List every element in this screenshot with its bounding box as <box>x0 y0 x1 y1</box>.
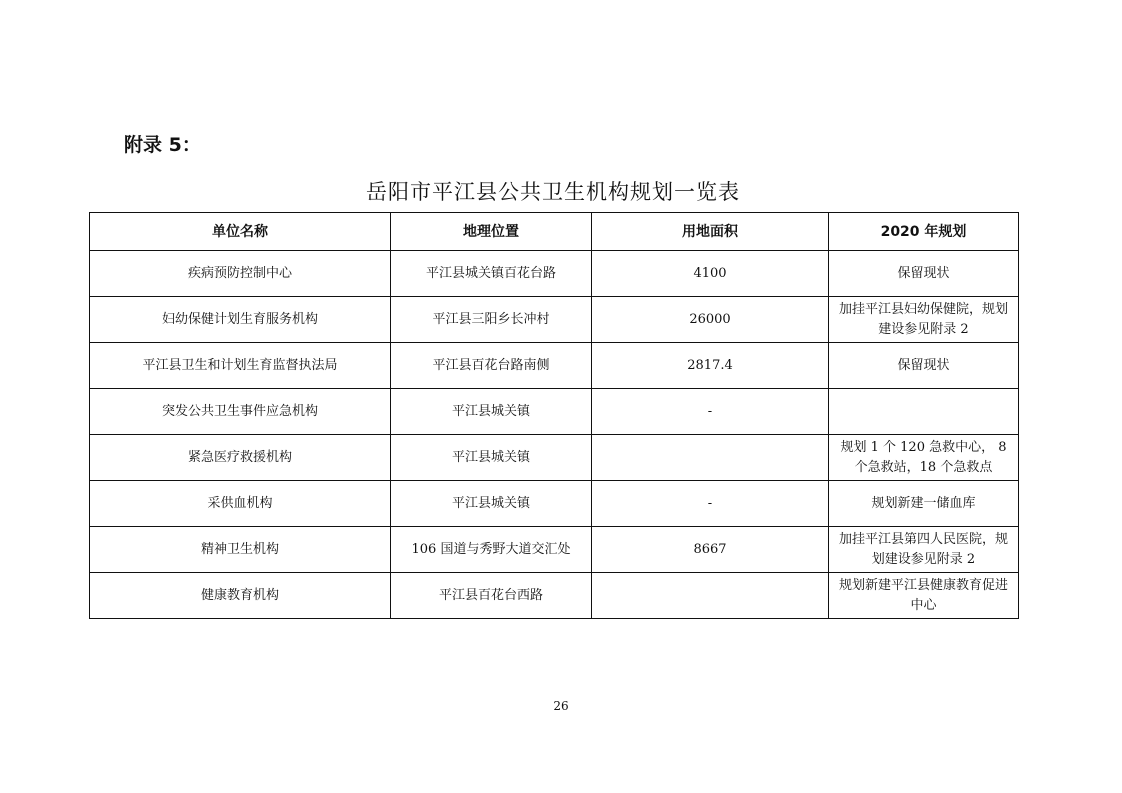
cell-land-area: 26000 <box>592 297 829 343</box>
table-row <box>90 297 1019 343</box>
table-title: 岳阳市平江县公共卫生机构规划一览表 <box>366 180 740 204</box>
cell-unit-name: 突发公共卫生事件应急机构 <box>90 389 391 435</box>
table-row <box>90 573 1019 619</box>
cell-location: 平江县城关镇 <box>391 389 592 435</box>
cell-land-area: - <box>592 389 829 435</box>
cell-plan-2020: 规划新建平江县健康教育促进中心 <box>829 573 1019 619</box>
cell-location: 平江县百花台西路 <box>391 573 592 619</box>
table-row <box>90 481 1019 527</box>
cell-land-area: 2817.4 <box>592 343 829 389</box>
cell-location: 平江县城关镇 <box>391 481 592 527</box>
health-institution-table <box>89 212 1019 619</box>
cell-unit-name: 妇幼保健计划生育服务机构 <box>90 297 391 343</box>
cell-plan-2020: 加挂平江县妇幼保健院，规划建设参见附录 2 <box>829 297 1019 343</box>
header-land-area: 用地面积 <box>592 213 829 251</box>
cell-plan-2020: 规划新建一储血库 <box>829 481 1019 527</box>
cell-land-area <box>592 573 829 619</box>
cell-plan-2020: 规划 1 个 120 急救中心， 8 个急救站，18 个急救点 <box>829 435 1019 481</box>
appendix-label: 附录 5： <box>124 134 201 156</box>
cell-plan-2020: 保留现状 <box>829 251 1019 297</box>
cell-location: 平江县三阳乡长冲村 <box>391 297 592 343</box>
page-number: 26 <box>553 699 569 713</box>
cell-unit-name: 健康教育机构 <box>90 573 391 619</box>
table-header-row <box>90 213 1019 251</box>
cell-plan-2020: 保留现状 <box>829 343 1019 389</box>
cell-location: 平江县城关镇 <box>391 435 592 481</box>
cell-plan-2020 <box>829 389 1019 435</box>
cell-land-area <box>592 435 829 481</box>
table-row <box>90 251 1019 297</box>
cell-location: 106 国道与秀野大道交汇处 <box>391 527 592 573</box>
header-location: 地理位置 <box>391 213 592 251</box>
cell-land-area: 4100 <box>592 251 829 297</box>
header-plan-2020: 2020 年规划 <box>829 213 1019 251</box>
cell-unit-name: 疾病预防控制中心 <box>90 251 391 297</box>
cell-unit-name: 采供血机构 <box>90 481 391 527</box>
cell-plan-2020: 加挂平江县第四人民医院，规划建设参见附录 2 <box>829 527 1019 573</box>
cell-unit-name: 紧急医疗救援机构 <box>90 435 391 481</box>
cell-land-area: 8667 <box>592 527 829 573</box>
cell-location: 平江县百花台路南侧 <box>391 343 592 389</box>
table-row <box>90 527 1019 573</box>
table-row <box>90 389 1019 435</box>
header-unit-name: 单位名称 <box>90 213 391 251</box>
cell-location: 平江县城关镇百花台路 <box>391 251 592 297</box>
cell-unit-name: 精神卫生机构 <box>90 527 391 573</box>
table-row <box>90 343 1019 389</box>
table-row <box>90 435 1019 481</box>
cell-unit-name: 平江县卫生和计划生育监督执法局 <box>90 343 391 389</box>
cell-land-area: - <box>592 481 829 527</box>
